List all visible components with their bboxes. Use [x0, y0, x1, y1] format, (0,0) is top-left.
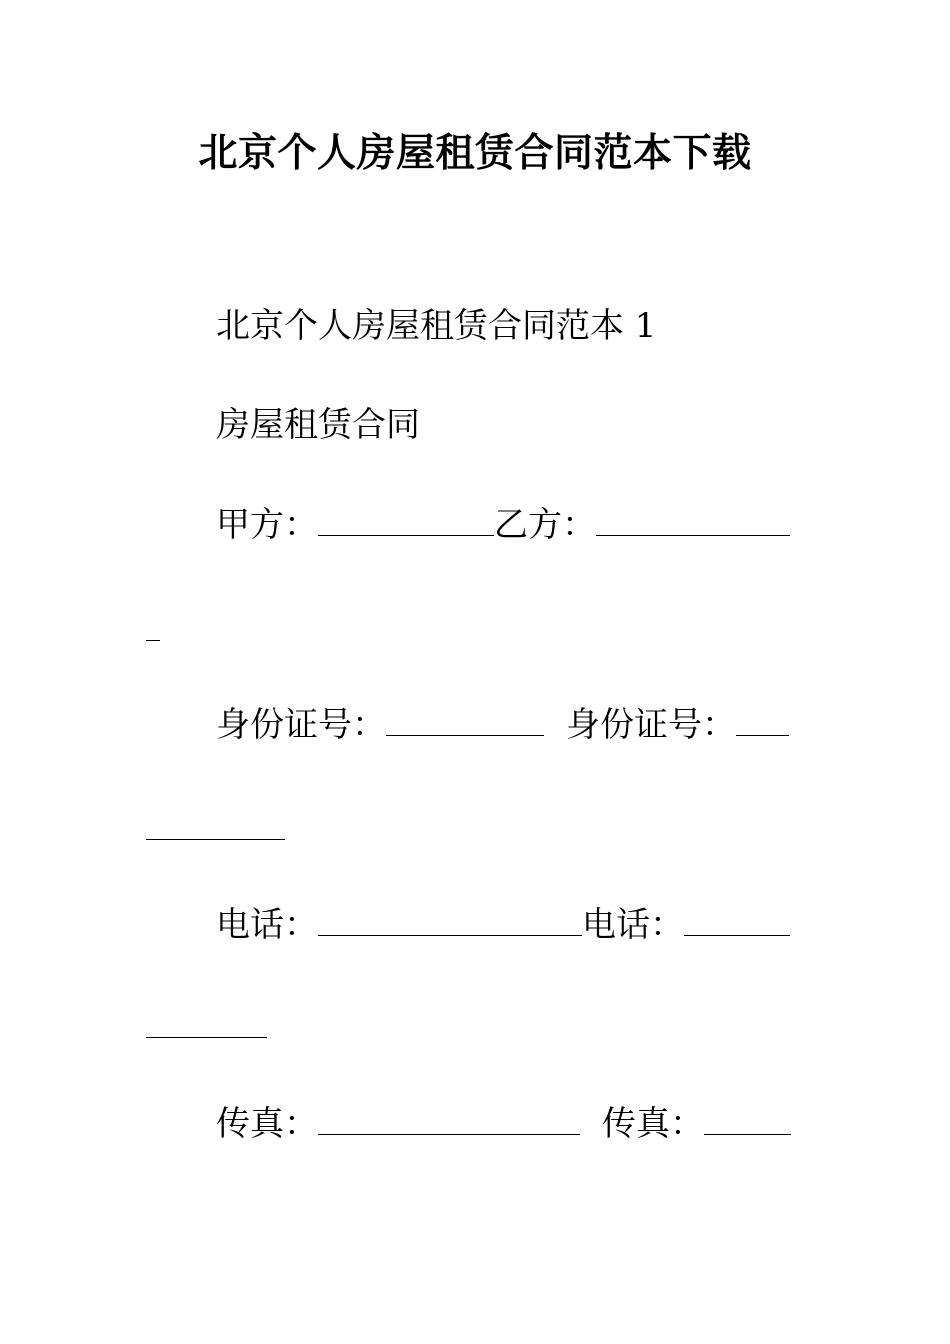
party-a-blank[interactable]: [318, 505, 494, 536]
party-b-blank[interactable]: [596, 505, 790, 536]
fax-b-blank[interactable]: [704, 1104, 791, 1135]
phone-b-label: 电话：: [582, 905, 684, 945]
party-b-blank-continued[interactable]: [146, 640, 160, 641]
fax-a-label: 传真：: [216, 1104, 318, 1144]
document-title: 北京个人房屋租赁合同范本下载: [198, 131, 752, 176]
id-a-label: 身份证号：: [216, 705, 386, 745]
phone-b-blank[interactable]: [684, 905, 790, 936]
id-row: [216, 703, 544, 747]
phone-row: [216, 903, 790, 947]
fax-b-group: [602, 1102, 791, 1146]
phone-a-blank[interactable]: [318, 905, 582, 936]
id-a-blank[interactable]: [386, 705, 544, 736]
party-b-label: 乙方：: [494, 505, 596, 545]
id-b-label: 身份证号：: [566, 705, 736, 745]
fax-row: [216, 1102, 580, 1146]
id-b-blank-continued[interactable]: [146, 839, 285, 840]
id-b-blank[interactable]: [736, 705, 789, 736]
fax-a-blank[interactable]: [318, 1104, 580, 1135]
phone-a-label: 电话：: [216, 905, 318, 945]
phone-b-blank-continued[interactable]: [146, 1037, 267, 1038]
party-a-label: 甲方：: [216, 505, 318, 545]
contract-title: 房屋租赁合同: [216, 405, 420, 445]
section-heading: 北京个人房屋租赁合同范本 1: [216, 306, 657, 346]
fax-b-label: 传真：: [602, 1104, 704, 1144]
id-b-group: [566, 703, 789, 747]
party-row: [216, 503, 790, 547]
